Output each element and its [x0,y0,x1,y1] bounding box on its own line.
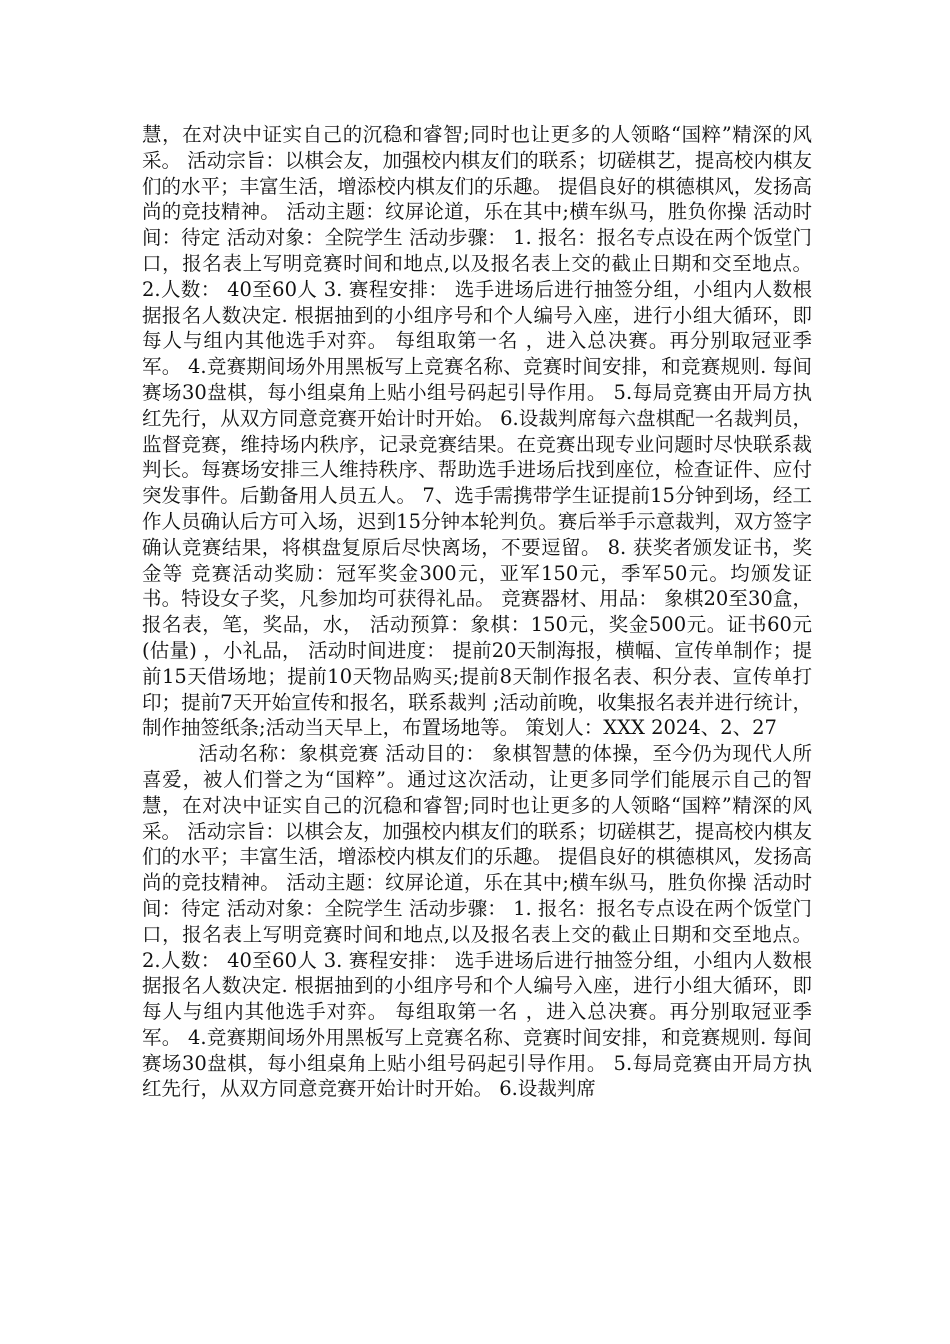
paragraph-continuation: 慧，在对决中证实自己的沉稳和睿智;同时也让更多的人领略“国粹”精深的风采。 活动宗旨：以棋会友，加强校内棋友们的联系；切磋棋艺，提高校内棋友们的水平；丰富生活，增添校内棋友们的乐趣。 提倡良好的棋德棋风，发扬高尚的竞技精神。 活动主题：纹屏论道，乐在其中;横车纵马，胜负你操 活动时间：待定 活动对象：全院学生 活动步骤： 1. 报名：报名专点设在两个饭堂门口，报名表上写明竞赛时间和地点,以及报名表上交的截止日期和交至地点。 2.人数： 40至60人 3. 赛程安排： 选手进场后进行抽签分组，小组内人数根据报名人数决定. 根据抽到的小组序号和个人编号入座，进行小组大循环，即每人与组内其他选手对弈。 每组取第一名 ，进入总决赛。再分别取冠亚季军。 4.竞赛期间场外用黑板写上竞赛名称、竞赛时间安排，和竞赛规则. 每间赛场30盘棋，每小组桌角上贴小组号码起引导作用。 5.每局竞赛由开局方执红先行，从双方同意竞赛开始计时开始。 6.设裁判席每六盘棋配一名裁判员，监督竞赛，维持场内秩序，记录竞赛结果。在竞赛出现专业问题时尽快联系裁判长。每赛场安排三人维持秩序、帮助选手进场后找到座位，检查证件、应付突发事件。后勤备用人员五人。 7、选手需携带学生证提前15分钟到场，经工作人员确认后方可入场，迟到15分钟本轮判负。赛后举手示意裁判，双方签字确认竞赛结果，将棋盘复原后尽快离场，不要逗留。 8. 获奖者颁发证书，奖金等 竞赛活动奖励：冠军奖金300元，亚军150元，季军50元。均颁发证书。特设女子奖，凡参加均可获得礼品。 竞赛器材、用品： 象棋20至30盒，报名表，笔，奖品，水， 活动预算：象棋：150元，奖金500元。证书60元(估量) ，小礼品， 活动时间进度： 提前20天制海报，横幅、宣传单制作；提前15天借场地；提前10天物品购买;提前8天制作报名表、积分表、宣传单打印；提前7天开始宣传和报名，联系裁判 ;活动前晚，收集报名表并进行统计，制作抽签纸条;活动当天早上，布置场地等。 策划人：XXX 2024、2、27 [142,123,812,740]
paragraph-activity-plan: 活动名称：象棋竞赛 活动目的： 象棋智慧的体操，至今仍为现代人所喜爱，被人们誉之为“国粹”。通过这次活动，让更多同学们能展示自己的智慧，在对决中证实自己的沉稳和睿智;同时也让更多的人领略“国粹”精深的风采。 活动宗旨：以棋会友，加强校内棋友们的联系；切磋棋艺，提高校内棋友们的水平；丰富生活，增添校内棋友们的乐趣。 提倡良好的棋德棋风，发扬高尚的竞技精神。 活动主题：纹屏论道，乐在其中;横车纵马，胜负你操 活动时间：待定 活动对象：全院学生 活动步骤： 1. 报名：报名专点设在两个饭堂门口，报名表上写明竞赛时间和地点,以及报名表上交的截止日期和交至地点。 2.人数： 40至60人 3. 赛程安排： 选手进场后进行抽签分组，小组内人数根据报名人数决定. 根据抽到的小组序号和个人编号入座，进行小组大循环，即每人与组内其他选手对弈。 每组取第一名 ，进入总决赛。再分别取冠亚季军。 4.竞赛期间场外用黑板写上竞赛名称、竞赛时间安排，和竞赛规则. 每间赛场30盘棋，每小组桌角上贴小组号码起引导作用。 5.每局竞赛由开局方执红先行，从双方同意竞赛开始计时开始。 6.设裁判席 [142,742,812,1101]
document-body [142,122,812,1102]
